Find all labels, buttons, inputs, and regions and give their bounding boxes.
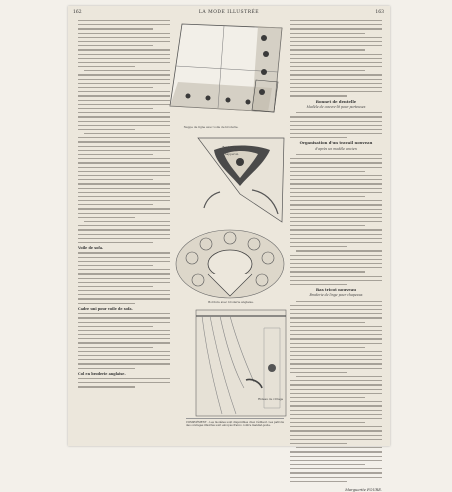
page-number-right: 163 <box>375 10 384 15</box>
section-subheading: Modèle de couvre-lit pour porteuses <box>306 104 366 109</box>
footnote: COMPLÉMENT - Les modèles sont disponibles chez l'éditeur. Les patrons des ouvrages illustrés sont envoyés franco contre mandat-poste. <box>186 418 284 427</box>
round-collar-illustration <box>172 226 288 302</box>
page-number-left: 162 <box>73 10 82 15</box>
page-header <box>68 10 390 18</box>
text-block <box>290 154 382 285</box>
left-column <box>78 20 170 391</box>
text-block <box>78 252 170 303</box>
section-subheading: d'après un modèle ancien <box>315 146 357 151</box>
figure-caption: Rideau de vitrage <box>258 397 284 401</box>
newspaper-page <box>68 6 390 492</box>
section-heading: Col en broderie anglaise. <box>78 371 126 376</box>
right-column <box>290 20 382 492</box>
tablecloth-illustration <box>168 20 288 126</box>
text-block <box>290 301 382 482</box>
text-block <box>290 20 382 97</box>
signature: Marguerite FOURE. <box>345 487 382 492</box>
section-heading: Voile de sofa. <box>78 246 104 251</box>
figure-caption: Bordure pour coin de napperon. <box>222 145 242 156</box>
section-heading: Bas tricot nouveau <box>315 287 357 293</box>
figure-caption: Nappe de ligne avec voile de broderie. <box>183 125 239 129</box>
text-block <box>78 20 170 243</box>
figure-caption: Bordure avec broderie anglaise. <box>208 300 254 304</box>
section-heading: Organisation d'un travail nouveau <box>299 140 373 146</box>
text-block <box>78 378 170 388</box>
publication-title: LA MODE ILLUSTRÉE <box>198 10 260 15</box>
text-block <box>290 112 382 138</box>
curtain-illustration <box>194 308 288 418</box>
text-block <box>78 313 170 369</box>
section-subheading: Broderie de linge pour chapeaux <box>309 293 363 298</box>
section-heading: Bonnet de dentelle <box>315 98 357 104</box>
section-heading: Cadre uni pour voile de sofa. <box>78 306 133 311</box>
